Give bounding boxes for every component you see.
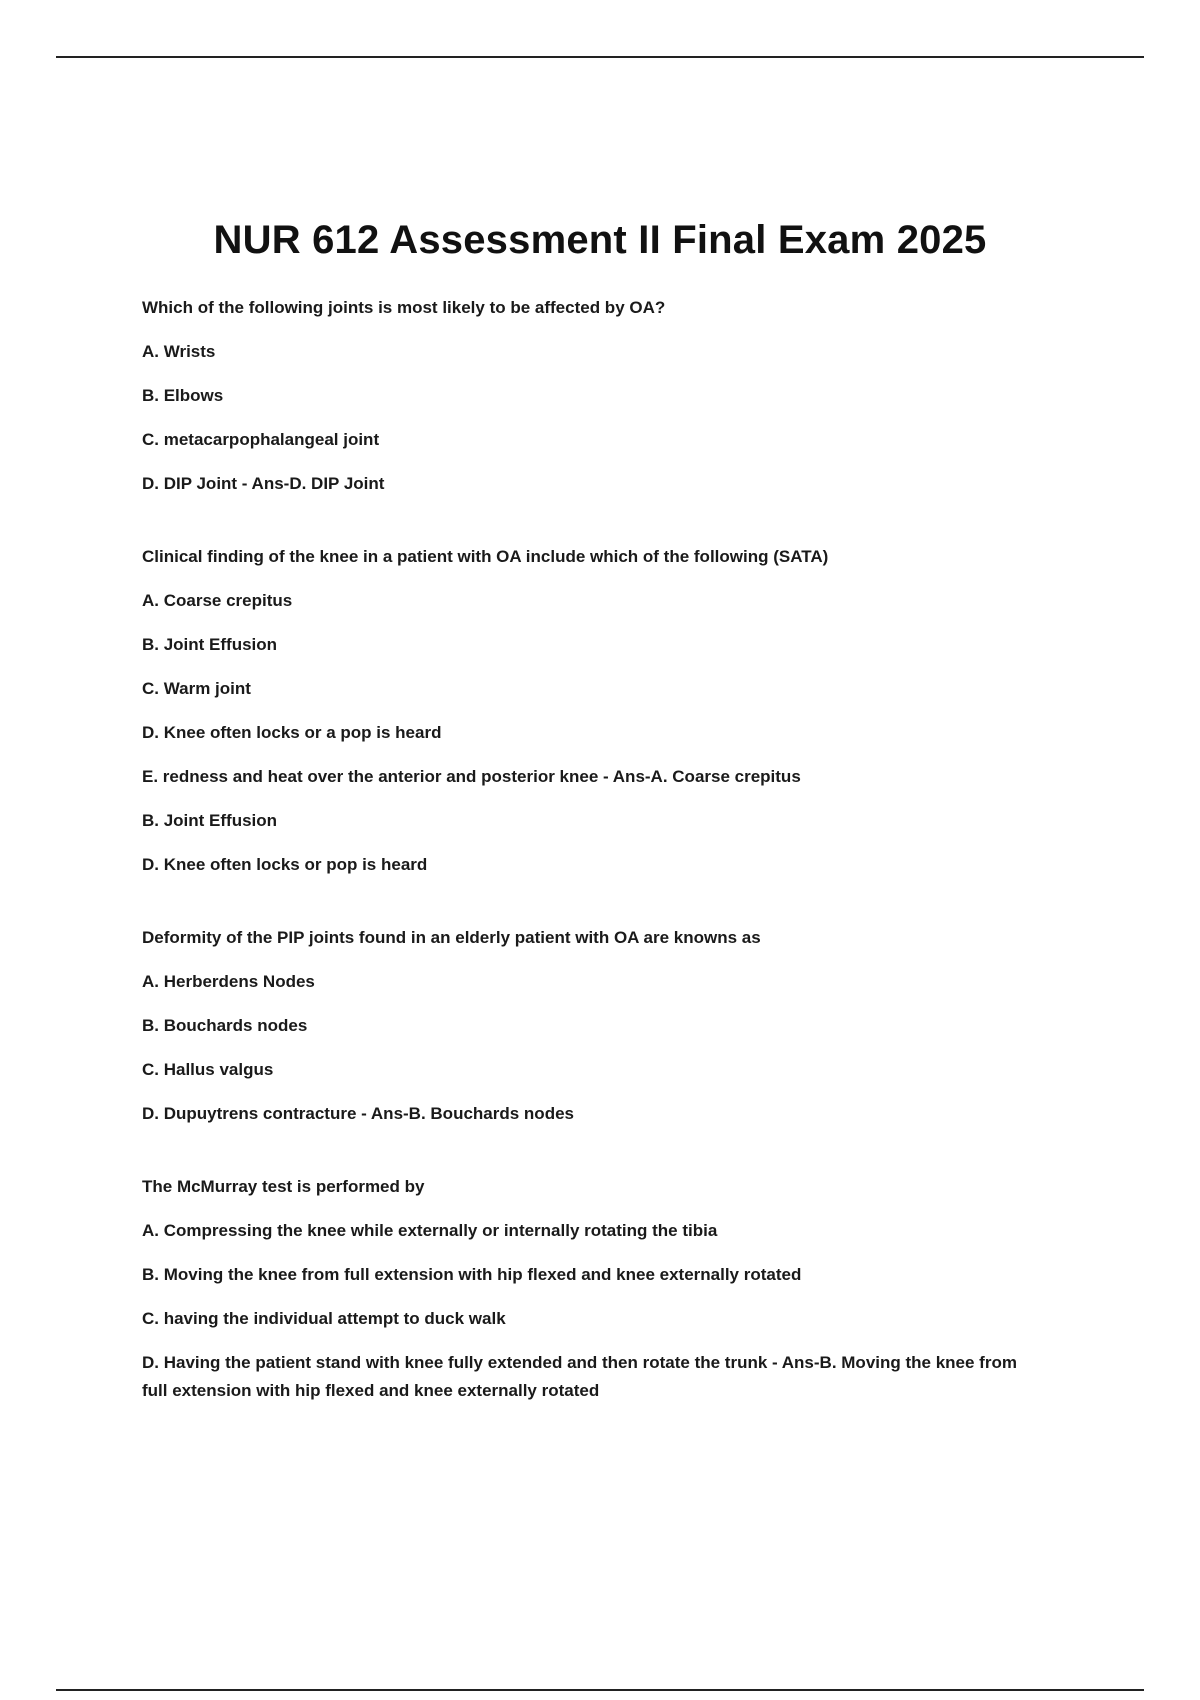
answer-option: B. Bouchards nodes — [142, 1016, 308, 1035]
answer-option: B. Elbows — [142, 386, 224, 405]
answer-option: A. Herberdens Nodes — [142, 972, 315, 991]
question-stem: The McMurray test is performed by — [142, 1177, 425, 1196]
answer-option: A. Wrists — [142, 342, 216, 361]
answer-option: D. Knee often locks or a pop is heard — [142, 723, 442, 742]
question-3 — [142, 924, 1042, 1128]
question-list — [142, 294, 1042, 1450]
bottom-divider — [56, 1689, 1144, 1691]
answer-option: B. Joint Effusion — [142, 635, 278, 654]
question-stem: Clinical finding of the knee in a patient with OA include which of the following (SATA) — [142, 547, 829, 566]
answer-option: D. Dupuytrens contracture - Ans-B. Bouchards nodes — [142, 1104, 574, 1123]
answer-option: D. DIP Joint - Ans-D. DIP Joint — [142, 474, 385, 493]
answer-option: D. Knee often locks or pop is heard — [142, 855, 428, 874]
page-title: NUR 612 Assessment II Final Exam 2025 — [213, 218, 987, 262]
question-stem: Which of the following joints is most likely to be affected by OA? — [142, 298, 666, 317]
answer-option: C. metacarpophalangeal joint — [142, 430, 380, 449]
top-divider — [56, 56, 1144, 58]
answer-option: B. Moving the knee from full extension with hip flexed and knee externally rotated — [142, 1265, 802, 1284]
question-2 — [142, 543, 1042, 879]
answer-option: A. Compressing the knee while externally or internally rotating the tibia — [142, 1221, 718, 1240]
question-4 — [142, 1173, 1042, 1405]
answer-option: C. Warm joint — [142, 679, 251, 698]
answer-option: B. Joint Effusion — [142, 811, 278, 830]
answer-option: C. having the individual attempt to duck walk — [142, 1309, 506, 1328]
answer-option: C. Hallus valgus — [142, 1060, 274, 1079]
question-1 — [142, 294, 1042, 498]
question-stem: Deformity of the PIP joints found in an elderly patient with OA are knowns as — [142, 928, 761, 947]
answer-option: D. Having the patient stand with knee fully extended and then rotate the trunk - Ans-B. Moving the knee from full extension with hip flexed and knee externally rotated — [142, 1353, 1017, 1400]
answer-option: E. redness and heat over the anterior and posterior knee - Ans-A. Coarse crepitus — [142, 767, 801, 786]
answer-option: A. Coarse crepitus — [142, 591, 293, 610]
